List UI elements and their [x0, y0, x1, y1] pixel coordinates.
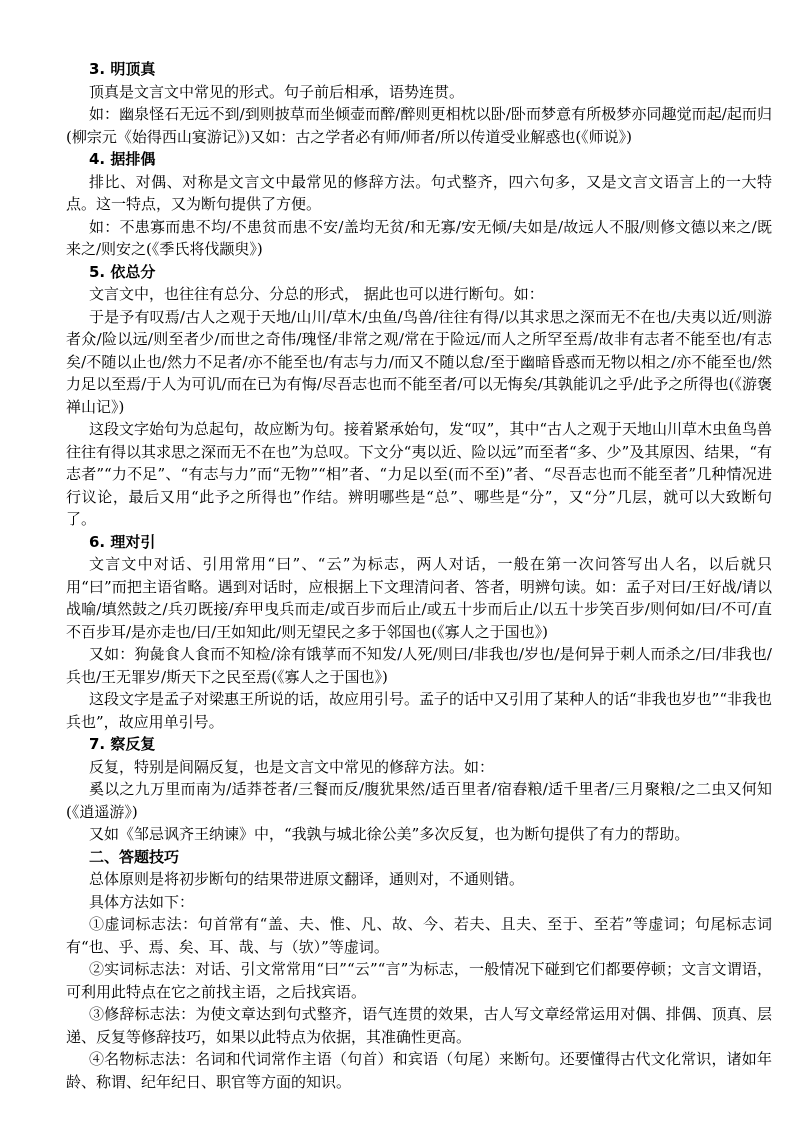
paragraph: 具体方法如下：: [89, 892, 195, 911]
section-heading-4: 4. 据排偶: [89, 150, 156, 168]
document-page: [66, 58, 772, 1093]
paragraph: ②实词标志法：对话、引文常常用“曰”“云”“言”为标志，一般情况下碰到它们都要停顿；文言文谓语，可利用此特点在它之前找主语，之后找宾语。: [66, 960, 772, 1001]
paragraph: 如：不患寡而患不均/不患贫而患不安/盖均无贫/和无寡/安无倾/夫如是/故远人不服/则修文德以来之/既来之/则安之(《季氏将伐颛臾》): [66, 217, 772, 258]
section-heading-7: 7. 察反复: [89, 735, 156, 753]
section-heading-6: 6. 理对引: [89, 532, 156, 551]
paragraph: ①虚词标志法：句首常有“盖、夫、惟、凡、故、今、若夫、且夫、至于、至若”等虚词；句尾标志词有“也、乎、焉、矣、耳、哉、与（欤）”等虚词。: [66, 915, 772, 956]
section-heading-3: 3. 明顶真: [89, 60, 156, 78]
paragraph: 如：幽泉怪石无远不到/到则披草而坐倾壶而醉/醉则更相枕以卧/卧而梦意有所极梦亦同趣觉而起/起而归(柳宗元《始得西山宴游记》)又如：古之学者必有师/师者/所以传道受业解惑也(《师说》): [66, 105, 772, 146]
paragraph: 总体原则是将初步断句的结果带进原文翻译，通则对，不通则错。: [89, 870, 525, 888]
paragraph: ③修辞标志法：为使文章达到句式整齐，语气连贯的效果，古人写文章经常运用对偶、排偶、顶真、层递、反复等修辞技巧，如果以此特点为依据，其准确性更高。: [66, 1005, 772, 1046]
paragraph: 于是予有叹焉/古人之观于天地/山川/草木/虫鱼/鸟兽/往往有得/以其求思之深而无不在也/夫夷以近/则游者众/险以远/则至者少/而世之奇伟/瑰怪/非常之观/常在于险远/而人之所罕至焉/故非有志者不能至也/有志矣/不随以止也/然力不足者/亦不能至也/有志与力/而又不随以怠/至于幽暗昏惑而无物以相之/亦不能至也/然力足以至焉/于人为可讥/而在已为有悔/尽吾志也而不能至者/可以无悔矣/其孰能讥之乎/此予之所得也(《游褒禅山记》): [66, 307, 772, 416]
paragraph: 奚以之九万里而南为/适莽苍者/三餐而反/腹犹果然/适百里者/宿舂粮/适千里者/三月聚粮/之二虫又何知(《逍遥游》): [66, 780, 772, 821]
paragraph: 反复，特别是间隔反复，也是文言文中常见的修辞方法。如：: [89, 757, 495, 776]
paragraph: 这段文字始句为总起句，故应断为句。接着紧承始句，发“叹”，其中“古人之观于天地山川草木虫鱼鸟兽往往有得以其求思之深而无不在也”为总叹。下文分“夷以近、险以远”而至者“多、少”及其原因、结果，“有志者”“力不足”、“有志与力”而“无物”“相”者、“力足以至(而不至)”者、“尽吾志也而不能至者”几种情况进行议论，最后又用“此予之所得也”作结。辨明哪些是“总”、哪些是“分”，又“分”几层，就可以大致断句了。: [66, 420, 773, 528]
paragraph: 这段文字是孟子对梁惠王所说的话，故应用引号。孟子的话中又引用了某种人的话“非我也岁也”“非我也兵也”，故应用单引号。: [66, 690, 773, 731]
paragraph: 顶真是文言文中常见的形式。句子前后相承，语势连贯。: [89, 82, 465, 101]
section-heading-answer-tips: 二、答题技巧: [89, 847, 180, 866]
paragraph: 排比、对偶、对称是文言文中最常见的修辞方法。句式整齐，四六句多，又是文言文语言上的一大特点。这一特点，又为断句提供了方便。: [66, 172, 772, 213]
paragraph: 文言文中对话、引用常用“曰”、“云”为标志，两人对话，一般在第一次问答写出人名，以后就只用“曰”而把主语省略。遇到对话时，应根据上下文理清问者、答者，明辨句读。如：孟子对曰/王好战/请以战喻/填然鼓之/兵刃既接/弃甲曳兵而走/或百步而后止/或五十步而后止/以五十步笑百步/则何如/曰/不可/直不百步耳/是亦走也/曰/王如知此/则无望民之多于邻国也(《寡人之于国也》): [66, 555, 772, 641]
paragraph: 又如《邹忌讽齐王纳谏》中，“我孰与城北徐公美”多次反复，也为断句提供了有力的帮助。: [89, 825, 690, 843]
paragraph: 又如：狗彘食人食而不知检/涂有饿莩而不知发/人死/则曰/非我也/岁也/是何异于刺人而杀之/曰/非我也/兵也/王无罪岁/斯天下之民至焉(《寡人之于国也》): [66, 645, 772, 686]
section-heading-5: 5. 依总分: [89, 262, 156, 281]
paragraph: 文言文中，也往往有总分、分总的形式， 据此也可以进行断句。如：: [89, 285, 544, 303]
paragraph: ④名物标志法：名词和代词常作主语（句首）和宾语（句尾）来断句。还要懂得古代文化常识，诸如年龄、称谓、纪年纪日、职官等方面的知识。: [66, 1050, 772, 1091]
